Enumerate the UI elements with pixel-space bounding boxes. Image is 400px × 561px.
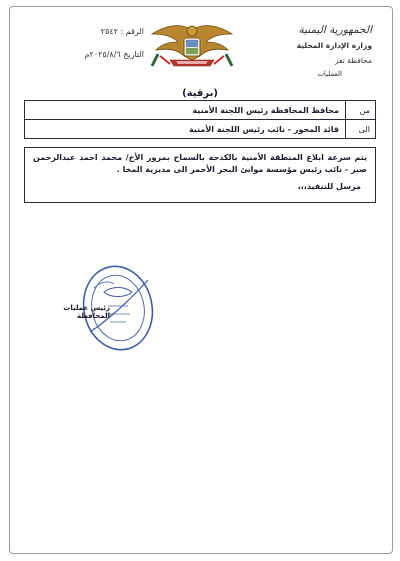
to-value: قائد المحور - نائب رئيس اللجنة الأمنية — [189, 124, 339, 134]
republic-name: الجمهورية اليمنية — [298, 24, 372, 36]
yemen-eagle-emblem-icon — [150, 20, 234, 72]
governorate-name — [264, 56, 372, 65]
ministry-name: وزارة الإدارة المحلية — [296, 41, 372, 50]
from-row — [25, 101, 375, 120]
to-label: الى — [345, 120, 375, 138]
from-value: محافظ المحافظة رئيس اللجنة الأمنية — [192, 105, 339, 115]
signature-caption: رئيس عمليات المحافظة — [63, 304, 110, 320]
message-body — [24, 147, 376, 203]
document-title: (برقية) — [182, 88, 218, 99]
routing-table — [24, 100, 376, 139]
from-label: من — [345, 101, 375, 119]
message-text: يتم سرعة ابلاغ المنطقة الأمنية بالكدحة بالسماح بمرور الأخ/ محمد احمد عبدالرحمن صبر - نائب رئيس مؤسسة موانئ البحر الأحمر الى مديرية المخا . — [33, 153, 367, 174]
letterhead-left — [34, 27, 144, 59]
department-name: العمليات — [317, 70, 342, 78]
closing-line: مرسل للتنفيذ،،، — [297, 182, 361, 191]
governorate-label: محافظة تعز — [334, 56, 372, 65]
to-row — [25, 120, 375, 138]
reference-number: الرقم : ٢٥٤٢ — [100, 27, 144, 36]
letterhead-right — [264, 24, 372, 78]
document-date: التاريخ ٢٠٢٥/٨/٦م — [84, 50, 144, 59]
